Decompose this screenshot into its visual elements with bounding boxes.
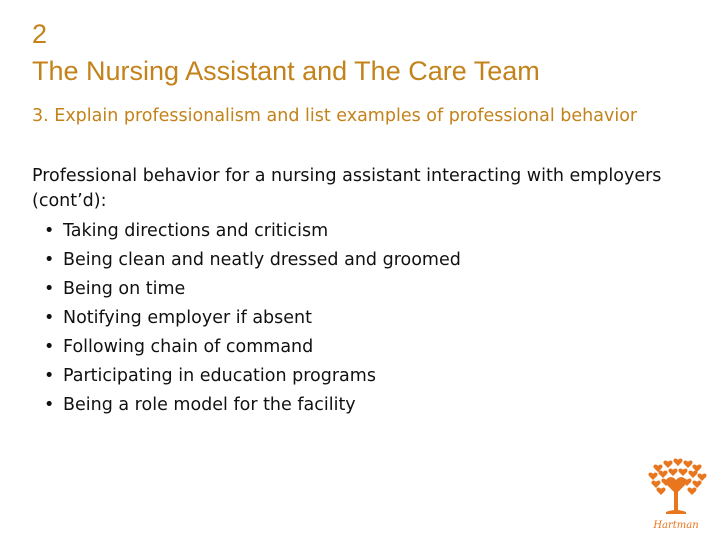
bullet-text: Notifying employer if absent <box>63 308 312 328</box>
bullet-marker: • <box>44 221 55 241</box>
chapter-title: The Nursing Assistant and The Care Team <box>32 56 540 86</box>
bullet-item <box>44 333 682 362</box>
bullet-marker: • <box>44 279 55 299</box>
bullet-text: Participating in education programs <box>63 366 376 386</box>
bullet-marker: • <box>44 395 55 415</box>
bullet-marker: • <box>44 308 55 328</box>
intro-text: Professional behavior for a nursing assistant interacting with employers (cont’d): <box>32 166 662 211</box>
bullet-item <box>44 391 682 420</box>
bullet-text: Being on time <box>63 279 186 299</box>
slide-body <box>32 164 682 420</box>
bullet-text: Taking directions and criticism <box>63 221 329 241</box>
bullet-text: Being a role model for the facility <box>63 395 356 415</box>
bullet-item <box>44 362 682 391</box>
bullet-item <box>44 217 682 246</box>
bullet-item <box>44 275 682 304</box>
bullet-item <box>44 246 682 275</box>
hartman-logo <box>644 456 708 534</box>
bullet-text: Being clean and neatly dressed and groomed <box>63 250 461 270</box>
bullet-marker: • <box>44 250 55 270</box>
bullet-item <box>44 304 682 333</box>
objective-heading: 3. Explain professionalism and list examples of professional behavior <box>32 106 638 126</box>
bullet-list <box>32 217 682 420</box>
bullet-marker: • <box>44 337 55 357</box>
bullet-marker: • <box>44 366 55 386</box>
logo-text: Hartman <box>653 520 699 531</box>
heart-tree-icon <box>648 459 706 514</box>
chapter-number: 2 <box>32 19 48 49</box>
bullet-text: Following chain of command <box>63 337 314 357</box>
